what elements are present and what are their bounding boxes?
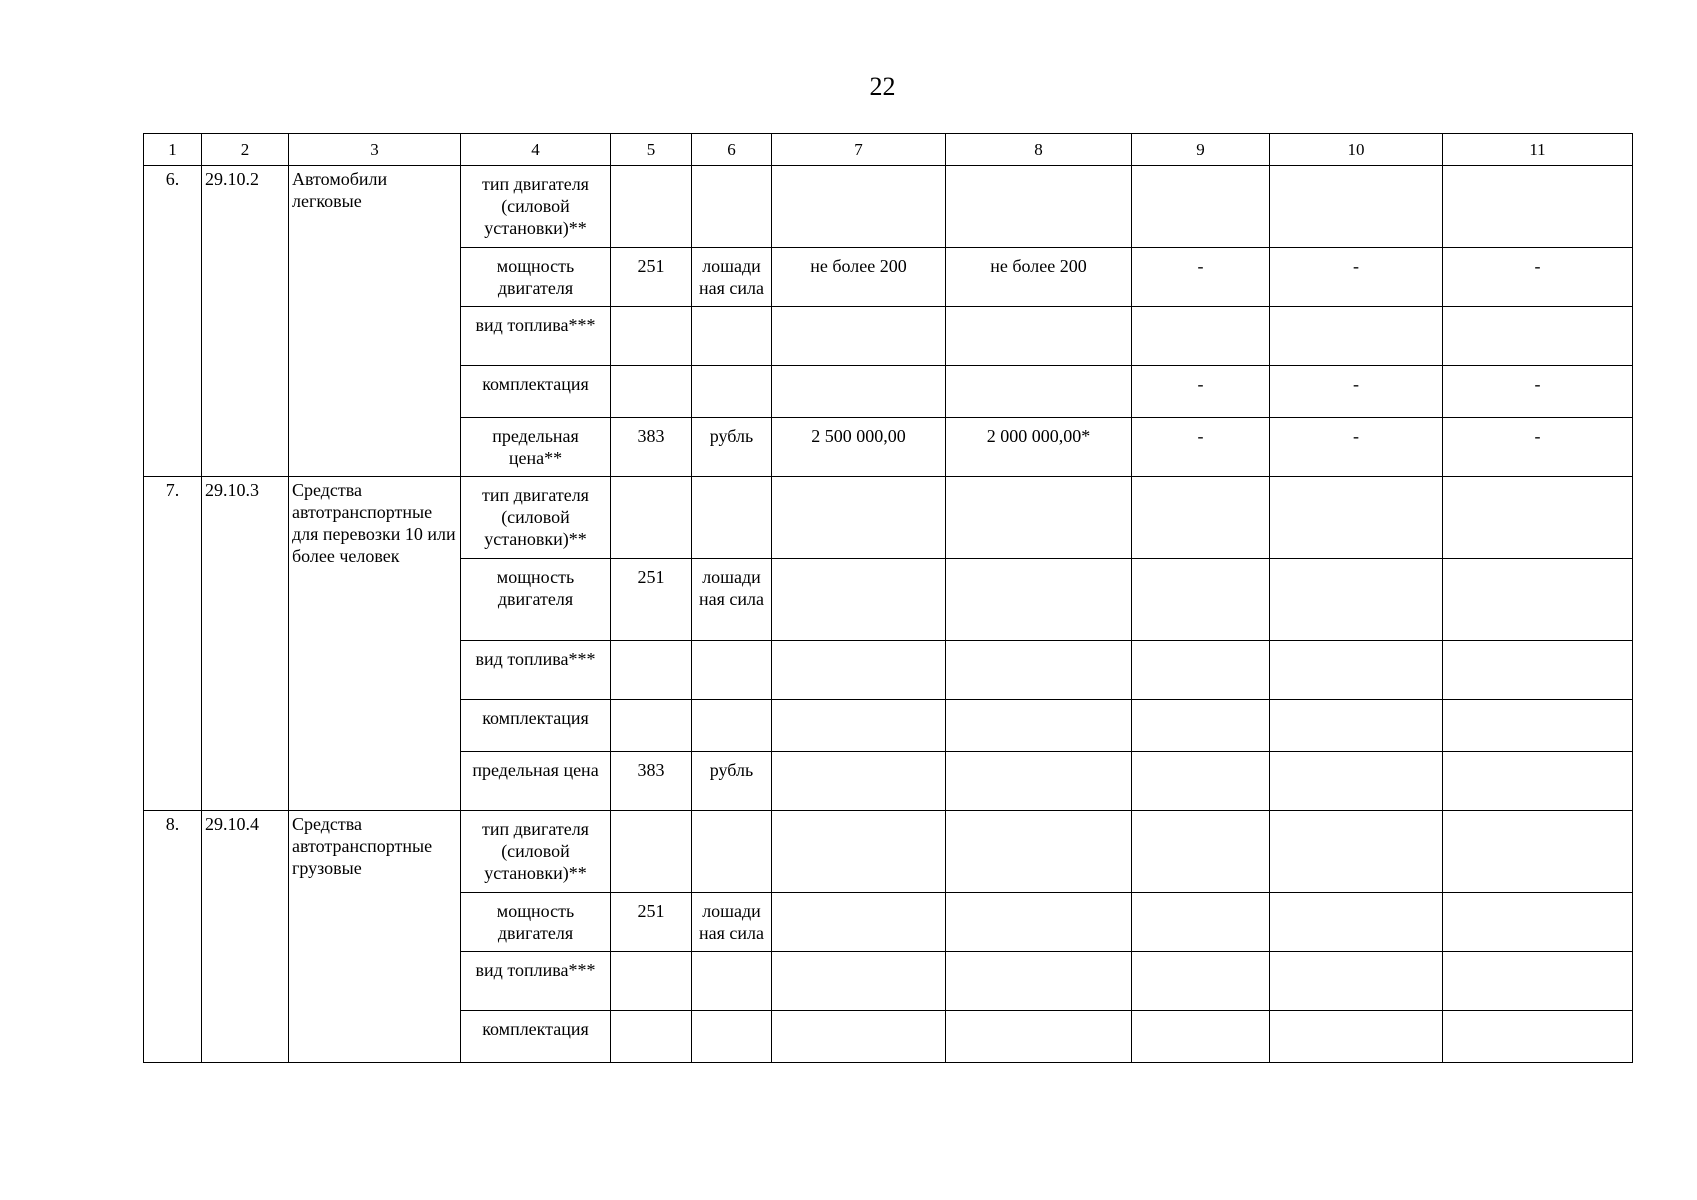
characteristic: комплектация <box>461 1011 611 1063</box>
unit-code <box>611 952 692 1011</box>
col-number-3: 3 <box>289 134 461 166</box>
unit-code <box>611 307 692 366</box>
unit-code <box>611 641 692 700</box>
unit-name <box>692 641 772 700</box>
value-col-11 <box>1443 811 1633 893</box>
value-col-9 <box>1132 811 1270 893</box>
value-col-8 <box>946 811 1132 893</box>
unit-name <box>692 366 772 418</box>
characteristic: вид топлива*** <box>461 952 611 1011</box>
value-col-10 <box>1270 166 1443 248</box>
page-number: 22 <box>869 72 896 101</box>
unit-code <box>611 366 692 418</box>
value-col-9: - <box>1132 366 1270 418</box>
value-col-11 <box>1443 307 1633 366</box>
value-col-8 <box>946 366 1132 418</box>
col-number-9: 9 <box>1132 134 1270 166</box>
value-col-10 <box>1270 811 1443 893</box>
table-body <box>144 166 1633 1063</box>
unit-code <box>611 166 692 248</box>
col-number-11: 11 <box>1443 134 1633 166</box>
col-number-5: 5 <box>611 134 692 166</box>
value-col-8 <box>946 559 1132 641</box>
value-col-11 <box>1443 752 1633 811</box>
characteristic: предельная цена** <box>461 418 611 477</box>
value-col-7 <box>772 559 946 641</box>
value-col-11: - <box>1443 366 1633 418</box>
value-col-7 <box>772 811 946 893</box>
value-col-7 <box>772 752 946 811</box>
unit-code: 383 <box>611 752 692 811</box>
value-col-7 <box>772 641 946 700</box>
value-col-8: не более 200 <box>946 248 1132 307</box>
value-col-9 <box>1132 559 1270 641</box>
characteristic: вид топлива*** <box>461 641 611 700</box>
item-name: Автомобили легковые <box>289 166 461 477</box>
unit-code: 383 <box>611 418 692 477</box>
value-col-9 <box>1132 893 1270 952</box>
col-number-10: 10 <box>1270 134 1443 166</box>
characteristic: тип двигателя (силовой установки)** <box>461 477 611 559</box>
value-col-10 <box>1270 752 1443 811</box>
characteristic: мощность двигателя <box>461 248 611 307</box>
unit-code <box>611 811 692 893</box>
col-number-2: 2 <box>202 134 289 166</box>
value-col-7 <box>772 700 946 752</box>
column-number-row <box>144 134 1633 166</box>
value-col-9 <box>1132 307 1270 366</box>
characteristic: комплектация <box>461 366 611 418</box>
value-col-11 <box>1443 893 1633 952</box>
unit-name: рубль <box>692 418 772 477</box>
col-number-4: 4 <box>461 134 611 166</box>
value-col-8 <box>946 752 1132 811</box>
requirements-table <box>143 133 1633 1063</box>
unit-name <box>692 700 772 752</box>
unit-name <box>692 166 772 248</box>
value-col-8 <box>946 307 1132 366</box>
value-col-7 <box>772 893 946 952</box>
value-col-11: - <box>1443 248 1633 307</box>
table-row <box>144 166 1633 248</box>
table-row <box>144 477 1633 559</box>
unit-name <box>692 1011 772 1063</box>
value-col-11 <box>1443 641 1633 700</box>
value-col-8 <box>946 1011 1132 1063</box>
okpd-code: 29.10.3 <box>202 477 289 811</box>
value-col-9 <box>1132 700 1270 752</box>
unit-name <box>692 811 772 893</box>
characteristic: комплектация <box>461 700 611 752</box>
value-col-7 <box>772 477 946 559</box>
value-col-8 <box>946 166 1132 248</box>
characteristic: вид топлива*** <box>461 307 611 366</box>
characteristic: тип двигателя (силовой установки)** <box>461 166 611 248</box>
unit-name: лошади ная сила <box>692 893 772 952</box>
okpd-code: 29.10.4 <box>202 811 289 1063</box>
value-col-11 <box>1443 700 1633 752</box>
value-col-11: - <box>1443 418 1633 477</box>
value-col-11 <box>1443 1011 1633 1063</box>
characteristic: предельная цена <box>461 752 611 811</box>
value-col-9 <box>1132 641 1270 700</box>
item-number: 8. <box>144 811 202 1063</box>
value-col-11 <box>1443 559 1633 641</box>
unit-code <box>611 1011 692 1063</box>
col-number-6: 6 <box>692 134 772 166</box>
value-col-8 <box>946 641 1132 700</box>
value-col-8 <box>946 893 1132 952</box>
value-col-8 <box>946 477 1132 559</box>
value-col-9: - <box>1132 418 1270 477</box>
unit-name <box>692 477 772 559</box>
value-col-7 <box>772 952 946 1011</box>
unit-code <box>611 477 692 559</box>
value-col-9: - <box>1132 248 1270 307</box>
unit-name <box>692 952 772 1011</box>
value-col-10 <box>1270 559 1443 641</box>
characteristic: тип двигателя (силовой установки)** <box>461 811 611 893</box>
value-col-7 <box>772 1011 946 1063</box>
item-name: Средства автотранспортные для перевозки 10 или более человек <box>289 477 461 811</box>
value-col-9 <box>1132 166 1270 248</box>
col-number-1: 1 <box>144 134 202 166</box>
value-col-7: 2 500 000,00 <box>772 418 946 477</box>
value-col-10 <box>1270 893 1443 952</box>
unit-code: 251 <box>611 248 692 307</box>
value-col-8: 2 000 000,00* <box>946 418 1132 477</box>
value-col-10: - <box>1270 248 1443 307</box>
value-col-11 <box>1443 166 1633 248</box>
value-col-9 <box>1132 1011 1270 1063</box>
col-number-8: 8 <box>946 134 1132 166</box>
value-col-7: не более 200 <box>772 248 946 307</box>
value-col-7 <box>772 366 946 418</box>
value-col-10 <box>1270 952 1443 1011</box>
col-number-7: 7 <box>772 134 946 166</box>
value-col-11 <box>1443 477 1633 559</box>
value-col-10 <box>1270 477 1443 559</box>
item-name: Средства автотранспортные грузовые <box>289 811 461 1063</box>
value-col-11 <box>1443 952 1633 1011</box>
item-number: 6. <box>144 166 202 477</box>
value-col-7 <box>772 166 946 248</box>
characteristic: мощность двигателя <box>461 893 611 952</box>
value-col-9 <box>1132 477 1270 559</box>
unit-code: 251 <box>611 893 692 952</box>
unit-code <box>611 700 692 752</box>
value-col-10 <box>1270 307 1443 366</box>
value-col-8 <box>946 700 1132 752</box>
value-col-10 <box>1270 700 1443 752</box>
unit-name: лошади ная сила <box>692 559 772 641</box>
value-col-9 <box>1132 952 1270 1011</box>
table-row <box>144 811 1633 893</box>
okpd-code: 29.10.2 <box>202 166 289 477</box>
characteristic: мощность двигателя <box>461 559 611 641</box>
value-col-10: - <box>1270 366 1443 418</box>
value-col-9 <box>1132 752 1270 811</box>
unit-name <box>692 307 772 366</box>
value-col-10: - <box>1270 418 1443 477</box>
item-number: 7. <box>144 477 202 811</box>
unit-name: лошади ная сила <box>692 248 772 307</box>
value-col-8 <box>946 952 1132 1011</box>
unit-name: рубль <box>692 752 772 811</box>
value-col-10 <box>1270 1011 1443 1063</box>
value-col-7 <box>772 307 946 366</box>
unit-code: 251 <box>611 559 692 641</box>
value-col-10 <box>1270 641 1443 700</box>
